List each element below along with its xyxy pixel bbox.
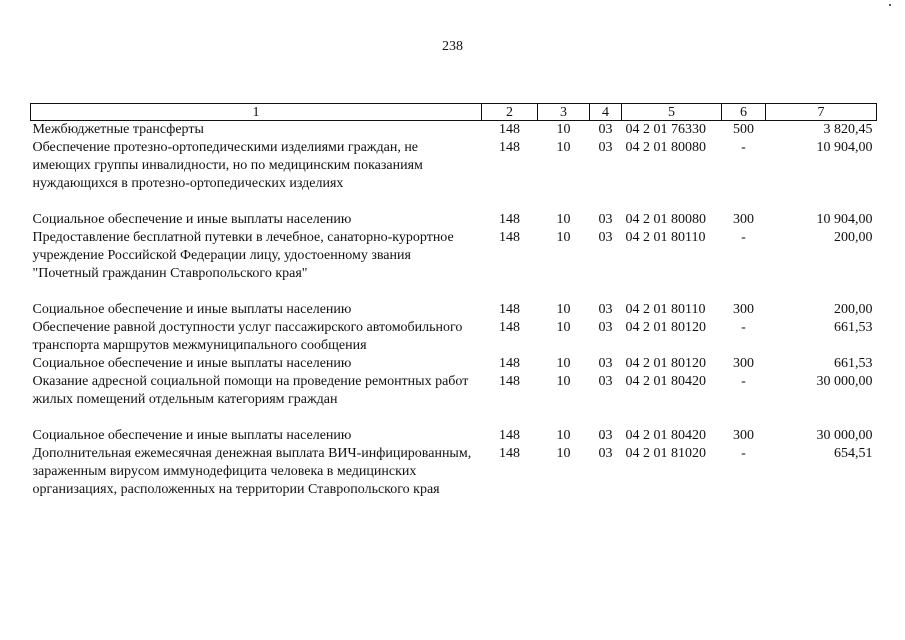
row-name: Дополнительная ежемесячная денежная выплата ВИЧ-инфицированным, зараженным вирусом иммунодефицита человека в медицинских организациях, расположенных на территории Ставропольского края <box>32 446 472 497</box>
amount: 3 820,45 <box>823 122 873 137</box>
col-3-value: 10 <box>556 140 571 155</box>
expense-type: - <box>741 140 746 155</box>
col-2-value: 148 <box>499 140 520 155</box>
row-name: Обеспечение протезно-ортопедическими изделиями граждан, не имеющих группы инвалидности, но по медицинским показаниям нуждающихся в протезно-ортопедических изделиях <box>32 140 423 191</box>
amount: 30 000,00 <box>816 428 873 443</box>
header-cell-2: 2 <box>482 104 538 121</box>
table-header <box>31 104 877 121</box>
col-2-value: 148 <box>499 374 520 389</box>
row-spacer-cell <box>31 193 877 211</box>
row-name: Предоставление бесплатной путевки в лечебное, санаторно-курортное учреждение Российской Федерации лицу, удостоенному звания "Почетный гражданин Ставропольского края" <box>32 230 454 281</box>
col-2-value: 148 <box>499 356 520 371</box>
header-cell-1: 1 <box>31 104 482 121</box>
amount: 661,53 <box>834 356 873 371</box>
amount: 200,00 <box>834 302 873 317</box>
header-cell-7: 7 <box>766 104 877 121</box>
table-row <box>31 355 877 373</box>
col-3-value: 10 <box>556 374 571 389</box>
col-4-value: 03 <box>598 356 613 371</box>
expense-type: 300 <box>733 356 754 371</box>
col-4-value: 03 <box>598 230 613 245</box>
col-2-value: 148 <box>499 212 520 227</box>
col-3-value: 10 <box>556 230 571 245</box>
amount: 661,53 <box>834 320 873 335</box>
col-3-value: 10 <box>556 122 571 137</box>
row-spacer <box>31 283 877 301</box>
row-name: Межбюджетные трансферты <box>32 122 204 137</box>
expense-type: - <box>741 320 746 335</box>
col-4-value: 03 <box>598 374 613 389</box>
scan-speck <box>889 4 891 6</box>
table-row <box>31 211 877 229</box>
target-code: 04 2 01 80080 <box>625 212 706 227</box>
row-name: Обеспечение равной доступности услуг пассажирского автомобильного транспорта маршрутов межмуниципального сообщения <box>32 320 463 353</box>
row-spacer <box>31 409 877 427</box>
expense-type: - <box>741 374 746 389</box>
expense-type: 300 <box>733 212 754 227</box>
row-name: Социальное обеспечение и иные выплаты населению <box>32 212 352 227</box>
col-3-value: 10 <box>556 302 571 317</box>
header-row <box>31 104 877 121</box>
row-spacer-cell <box>31 283 877 301</box>
target-code: 04 2 01 80420 <box>625 374 706 389</box>
col-4-value: 03 <box>598 122 613 137</box>
header-cell-5: 5 <box>622 104 722 121</box>
col-3-value: 10 <box>556 212 571 227</box>
col-3-value: 10 <box>556 320 571 335</box>
row-name: Социальное обеспечение и иные выплаты населению <box>32 302 352 317</box>
col-4-value: 03 <box>598 446 613 461</box>
table-row <box>31 319 877 355</box>
header-cell-4: 4 <box>590 104 622 121</box>
col-2-value: 148 <box>499 302 520 317</box>
col-4-value: 03 <box>598 212 613 227</box>
header-cell-6: 6 <box>722 104 766 121</box>
target-code: 04 2 01 80110 <box>625 302 706 317</box>
expense-type: - <box>741 230 746 245</box>
amount: 10 904,00 <box>816 212 873 227</box>
col-4-value: 03 <box>598 320 613 335</box>
col-4-value: 03 <box>598 302 613 317</box>
target-code: 04 2 01 81020 <box>625 446 706 461</box>
expense-type: 300 <box>733 302 754 317</box>
col-2-value: 148 <box>499 122 520 137</box>
col-2-value: 148 <box>499 320 520 335</box>
expense-type: 500 <box>733 122 754 137</box>
col-3-value: 10 <box>556 356 571 371</box>
target-code: 04 2 01 76330 <box>625 122 706 137</box>
header-cell-3: 3 <box>538 104 590 121</box>
amount: 10 904,00 <box>816 140 873 155</box>
col-3-value: 10 <box>556 428 571 443</box>
amount: 200,00 <box>834 230 873 245</box>
target-code: 04 2 01 80110 <box>625 230 706 245</box>
target-code: 04 2 01 80080 <box>625 140 706 155</box>
page-number: 238 <box>442 39 463 54</box>
table-row <box>31 445 877 499</box>
target-code: 04 2 01 80120 <box>625 320 706 335</box>
table-row <box>31 301 877 319</box>
amount: 30 000,00 <box>816 374 873 389</box>
table-row <box>31 121 877 140</box>
expense-type: - <box>741 446 746 461</box>
col-3-value: 10 <box>556 446 571 461</box>
target-code: 04 2 01 80120 <box>625 356 706 371</box>
target-code: 04 2 01 80420 <box>625 428 706 443</box>
col-2-value: 148 <box>499 428 520 443</box>
row-name: Социальное обеспечение и иные выплаты населению <box>32 428 352 443</box>
row-spacer-cell <box>31 409 877 427</box>
amount: 654,51 <box>834 446 873 461</box>
row-spacer <box>31 193 877 211</box>
table-row <box>31 229 877 283</box>
table-body <box>31 121 877 500</box>
row-name: Социальное обеспечение и иные выплаты населению <box>32 356 352 371</box>
col-4-value: 03 <box>598 140 613 155</box>
col-2-value: 148 <box>499 446 520 461</box>
row-name: Оказание адресной социальной помощи на проведение ремонтных работ жилых помещений отдельным категориям граждан <box>32 374 469 407</box>
col-2-value: 148 <box>499 230 520 245</box>
table-row <box>31 373 877 409</box>
col-4-value: 03 <box>598 428 613 443</box>
table-row <box>31 427 877 445</box>
expense-type: 300 <box>733 428 754 443</box>
budget-table <box>30 103 877 499</box>
table-row <box>31 139 877 193</box>
